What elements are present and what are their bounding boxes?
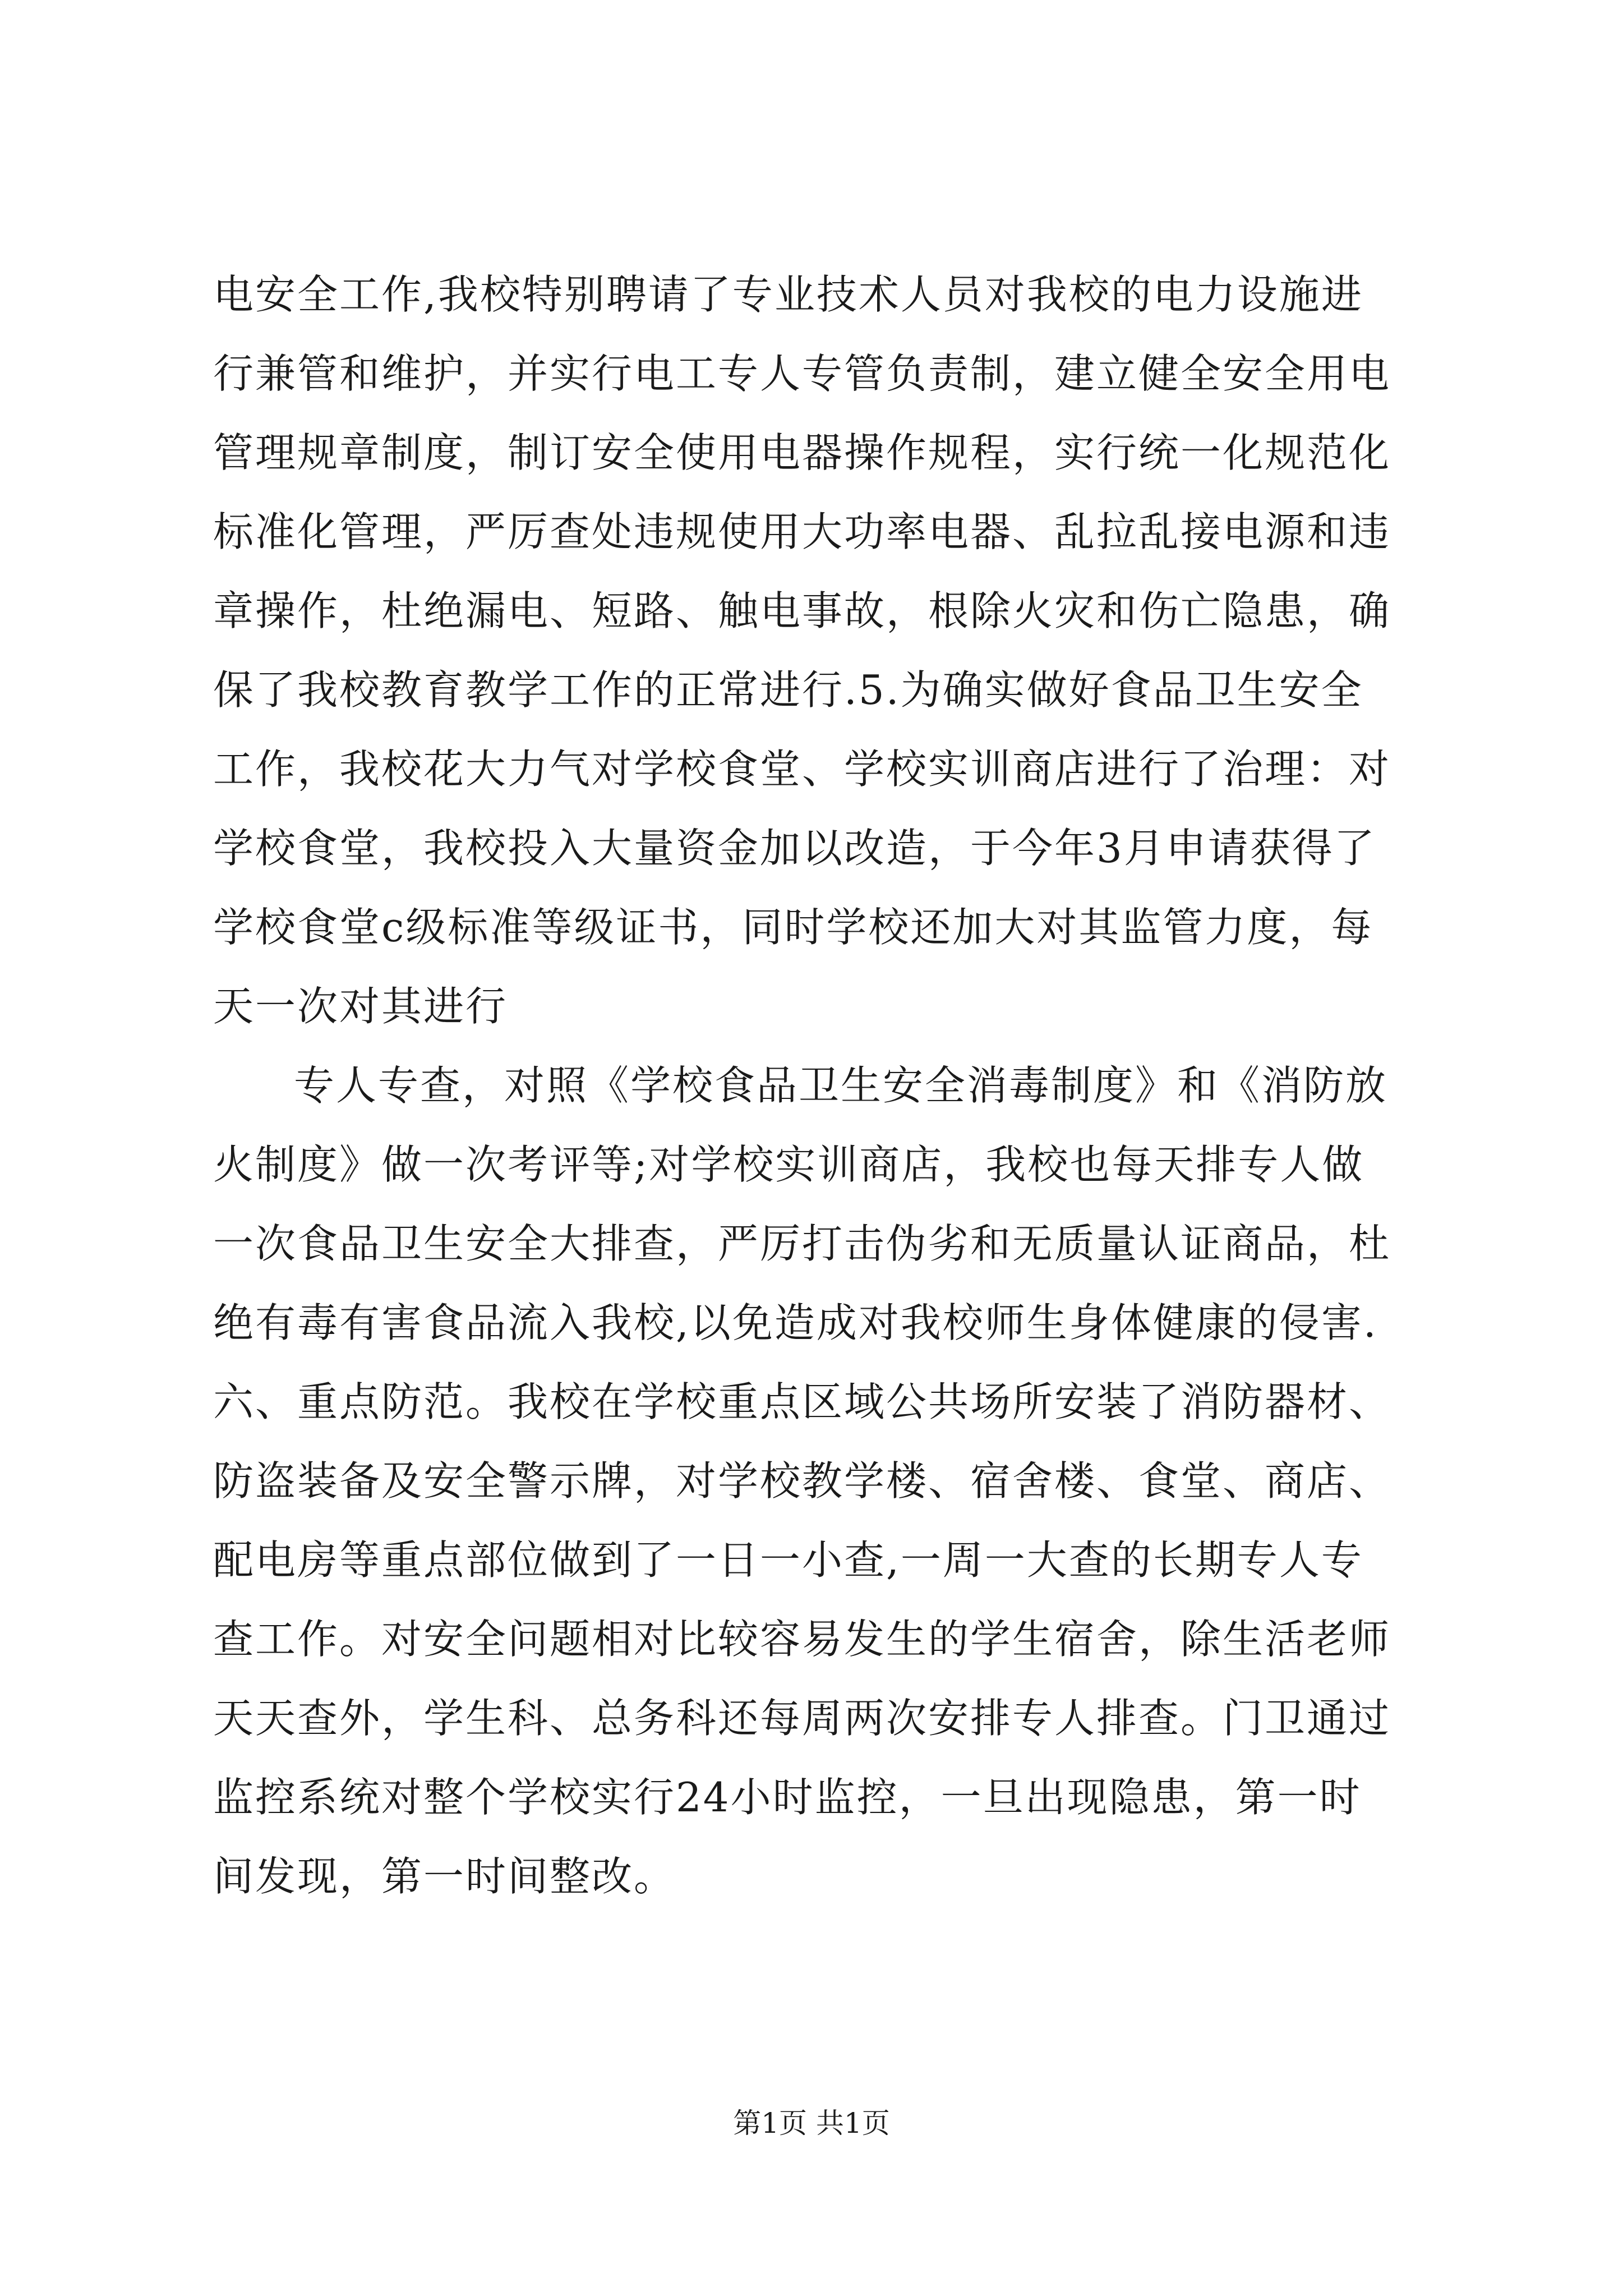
text-line: 间发现，第一时间整改。	[213, 1853, 676, 1900]
page-footer	[0, 2106, 1623, 2140]
text-line: 绝有毒有害食品流入我校,以免造成对我校师生身体健康的侵害.	[213, 1299, 1378, 1346]
text-line: 学校食堂，我校投入大量资金加以改造，于今年3月申请获得了	[213, 825, 1376, 872]
text-line: 查工作。对安全问题相对比较容易发生的学生宿舍，除生活老师	[213, 1616, 1391, 1663]
text-line: 一次食品卫生安全大排查，严厉打击伪劣和无质量认证商品，杜	[213, 1220, 1391, 1267]
document-body	[213, 255, 1424, 1916]
text-line: 防盗装备及安全警示牌，对学校教学楼、宿舍楼、食堂、商店、	[213, 1457, 1391, 1504]
text-line: 六、重点防范。我校在学校重点区域公共场所安装了消防器材、	[213, 1378, 1391, 1425]
text-line: 管理规章制度，制订安全使用电器操作规程，实行统一化规范化	[213, 429, 1391, 476]
text-line-indented: 专人专查，对照《学校食品卫生安全消毒制度》和《消防放	[294, 1062, 1388, 1109]
text-line: 监控系统对整个学校实行24小时监控，一旦出现隐患，第一时	[213, 1774, 1362, 1821]
page-number-label: 第1页 共1页	[733, 2107, 890, 2139]
text-line: 章操作，杜绝漏电、短路、触电事故，根除火灾和伤亡隐患，确	[213, 587, 1391, 634]
paragraph-1	[213, 255, 1424, 1046]
text-line: 保了我校教育教学工作的正常进行.5.为确实做好食品卫生安全	[213, 666, 1363, 714]
text-line: 天天查外，学生科、总务科还每周两次安排专人排查。门卫通过	[213, 1695, 1391, 1742]
text-line: 工作，我校花大力气对学校食堂、学校实训商店进行了治理：对	[213, 746, 1391, 793]
paragraph-2	[213, 1046, 1424, 1916]
text-line: 标准化管理，严厉查处违规使用大功率电器、乱拉乱接电源和违	[213, 508, 1391, 555]
text-line: 电安全工作,我校特别聘请了专业技术人员对我校的电力设施进	[213, 271, 1363, 318]
text-line: 行兼管和维护，并实行电工专人专管负责制，建立健全安全用电	[213, 350, 1391, 397]
text-line: 配电房等重点部位做到了一日一小查,一周一大查的长期专人专	[213, 1536, 1363, 1584]
text-line: 火制度》做一次考评等;对学校实训商店，我校也每天排专人做	[213, 1141, 1364, 1188]
text-line: 天一次对其进行	[213, 983, 508, 1030]
text-line: 学校食堂c级标准等级证书，同时学校还加大对其监管力度，每	[213, 904, 1373, 951]
